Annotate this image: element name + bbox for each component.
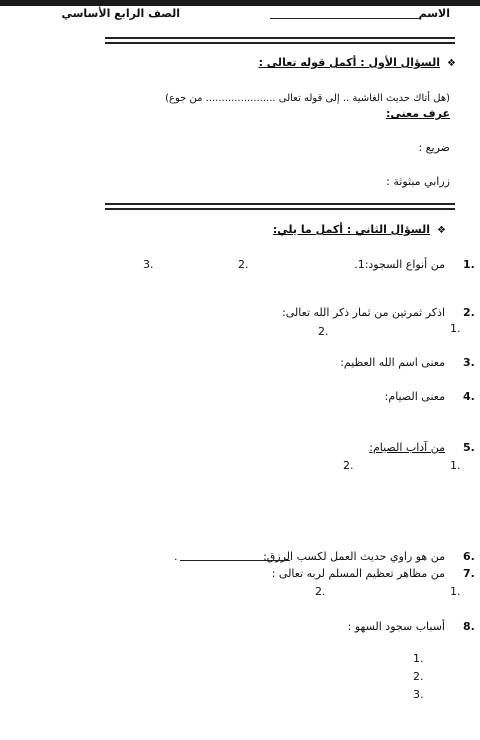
item-1-number: 1. xyxy=(463,258,475,271)
item-5-number: 5. xyxy=(463,441,475,454)
item-6-answer-line xyxy=(180,560,290,561)
item-7-number: 7. xyxy=(463,567,475,580)
item-1-text: من أنواع السجود:1. xyxy=(354,258,445,271)
q1-title: السؤال الأول : أكمل قوله تعالى : xyxy=(258,56,440,69)
divider-mid-2 xyxy=(105,208,455,210)
item-8-sub-3: 3. xyxy=(413,688,424,701)
item-8-number: 8. xyxy=(463,620,475,633)
diamond-bullet-icon: ❖ xyxy=(437,225,446,236)
item-2-text: اذكر ثمرتين من ثمار ذكر الله تعالى: xyxy=(282,306,445,319)
item-1-sub-2: 2. xyxy=(238,258,249,271)
item-7-sub-2: 2. xyxy=(315,585,326,598)
item-3-text: معنى اسم الله العظيم: xyxy=(340,356,445,369)
item-8-text: أسباب سجود السهو : xyxy=(347,620,445,633)
divider-top-1 xyxy=(105,37,455,39)
item-2-sub-1: 1. xyxy=(450,322,461,335)
item-7-sub-1: 1. xyxy=(450,585,461,598)
item-6-text: من هو راوي حديث العمل لكسب الرزق: xyxy=(263,550,445,563)
divider-mid-1 xyxy=(105,203,455,205)
q1-verse-line: (هل أتاك حديث الغاشية .. إلى قوله تعالى ...................... من جوع) xyxy=(165,93,450,104)
q1-term-2: زرابي مبثوثة : xyxy=(386,175,450,188)
item-2-number: 2. xyxy=(463,306,475,319)
item-5-sub-1: 1. xyxy=(450,459,461,472)
diamond-bullet-icon: ❖ xyxy=(447,58,456,69)
class-label: الصف الرابع الأساسي xyxy=(61,7,180,20)
item-8-sub-2: 2. xyxy=(413,670,424,683)
item-4-number: 4. xyxy=(463,390,475,403)
item-5-text: من آداب الصيام: xyxy=(369,441,445,454)
item-3-number: 3. xyxy=(463,356,475,369)
item-2-sub-2: 2. xyxy=(318,325,329,338)
item-5-sub-2: 2. xyxy=(343,459,354,472)
q1-define-label: عرف معنى: xyxy=(385,107,450,120)
item-8-sub-1: 1. xyxy=(413,652,424,665)
item-1-sub-3: 3. xyxy=(143,258,154,271)
item-4-text: معنى الصيام: xyxy=(384,390,445,403)
item-6-number: 6. xyxy=(463,550,475,563)
q1-term-1: ضريع : xyxy=(418,141,450,154)
item-7-text: من مظاهر تعظيم المسلم لربه تعالى : xyxy=(271,567,445,580)
name-blank-line xyxy=(270,18,420,19)
q2-title: السؤال الثاني : أكمل ما يلي: xyxy=(272,223,430,236)
divider-top-2 xyxy=(105,42,455,44)
item-6-end: . xyxy=(174,550,178,563)
top-border xyxy=(0,0,480,6)
name-label: الاسم xyxy=(418,7,450,20)
